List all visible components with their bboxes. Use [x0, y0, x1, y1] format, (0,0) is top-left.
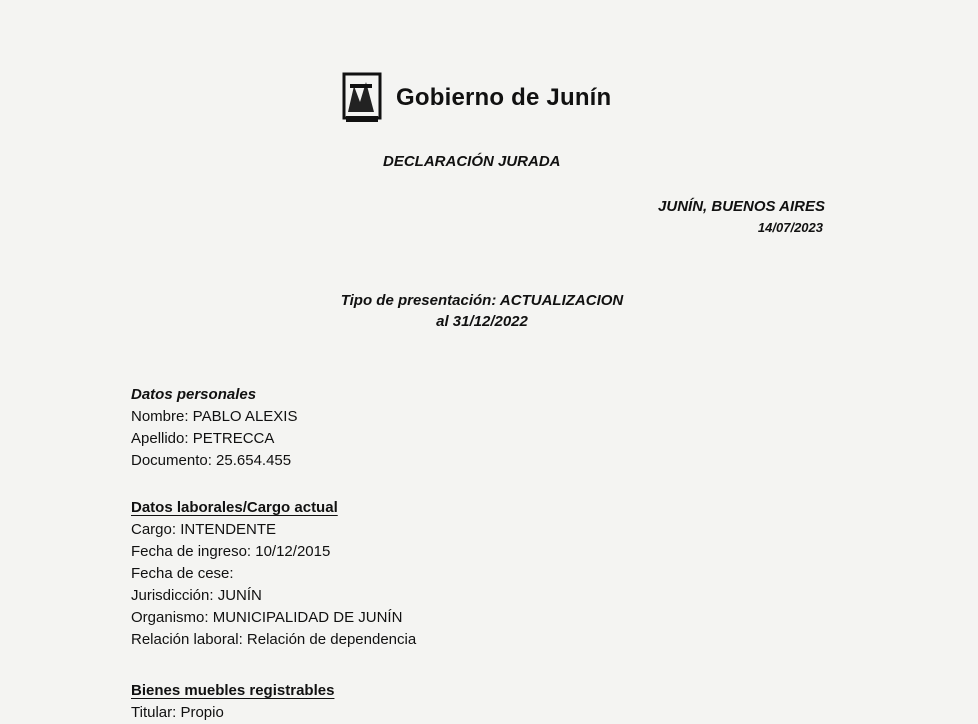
- presentation-date: al 31/12/2022: [436, 313, 528, 330]
- field-row: Relación laboral: Relación de dependencia: [131, 631, 417, 648]
- work-data-section: [131, 497, 416, 651]
- field-row: Jurisdicción: JUNÍN: [131, 587, 262, 604]
- field-row: Apellido: PETRECCA: [131, 430, 275, 447]
- document-date: 14/07/2023: [757, 220, 823, 235]
- section-title: Datos personales: [131, 386, 257, 403]
- document-header: [342, 72, 611, 124]
- field-row: Titular: Propio: [131, 704, 224, 721]
- field-row: Cargo: INTENDENTE: [131, 521, 277, 538]
- registrable-assets-section: [131, 680, 334, 724]
- field-row: Fecha de cese:: [131, 565, 234, 582]
- city-location: JUNÍN, BUENOS AIRES: [658, 198, 825, 215]
- field-row: Organismo: MUNICIPALIDAD DE JUNÍN: [131, 609, 403, 626]
- section-title: Datos laborales/Cargo actual: [131, 499, 338, 516]
- personal-data-section: [131, 384, 297, 472]
- field-row: Nombre: PABLO ALEXIS: [131, 408, 298, 425]
- government-title: Gobierno de Junín: [396, 84, 612, 111]
- section-title: Bienes muebles registrables: [131, 682, 335, 699]
- municipal-seal-icon: [342, 72, 382, 124]
- field-row: Documento: 25.654.455: [131, 452, 292, 469]
- presentation-type: Tipo de presentación: ACTUALIZACION: [340, 292, 624, 309]
- document-title: DECLARACIÓN JURADA: [383, 153, 561, 170]
- presentation-info: [322, 290, 642, 332]
- field-row: Fecha de ingreso: 10/12/2015: [131, 543, 331, 560]
